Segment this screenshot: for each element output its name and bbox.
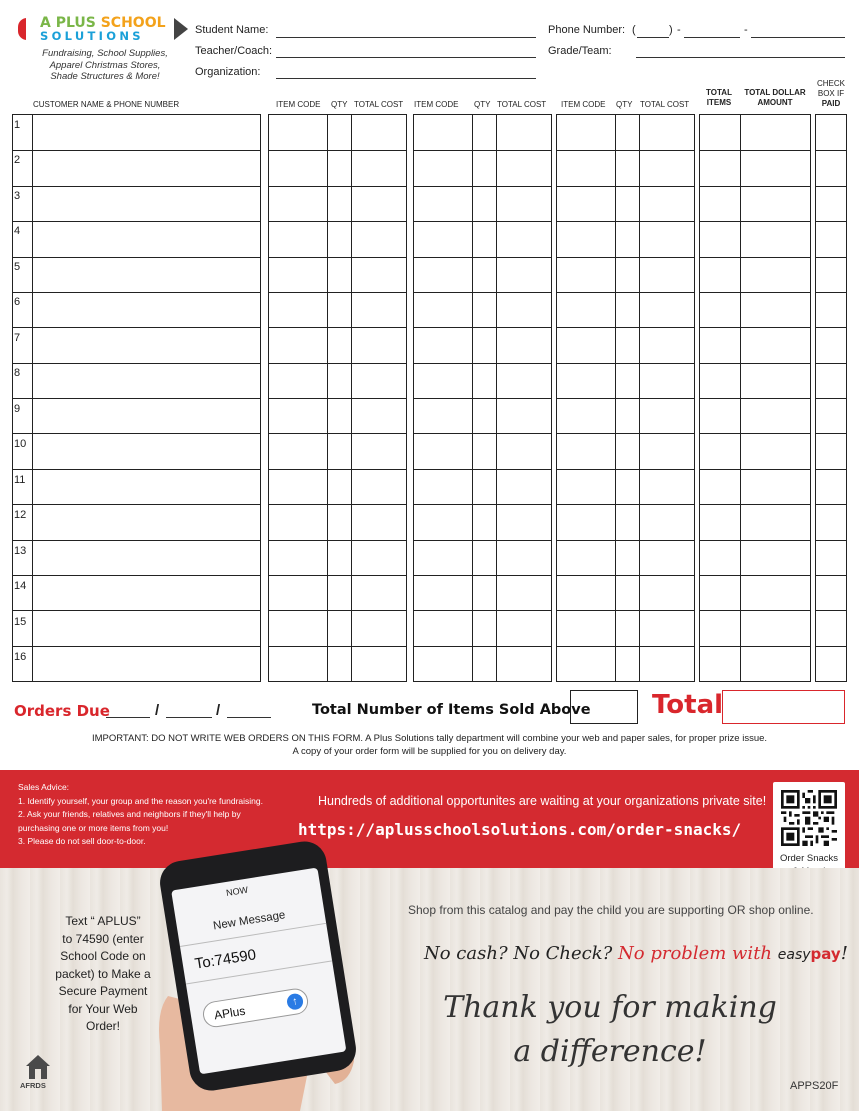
phone-new-message: New Message	[212, 909, 287, 933]
row-number: 6	[14, 296, 21, 308]
row-separator	[269, 433, 406, 434]
thanks-line: a difference!	[513, 1034, 707, 1069]
paid-header	[814, 79, 848, 109]
row-separator	[269, 398, 406, 399]
row-separator	[269, 646, 406, 647]
row-separator	[414, 433, 551, 434]
row-separator	[269, 150, 406, 151]
row-separator	[557, 221, 694, 222]
row-number: 8	[14, 367, 21, 379]
row-separator	[414, 398, 551, 399]
easy-text: easy	[777, 947, 811, 963]
customer-name-header: CUSTOMER NAME & PHONE NUMBER	[33, 100, 180, 109]
row-separator	[414, 646, 551, 647]
pay-text: pay	[810, 945, 841, 963]
row-numbers	[12, 114, 32, 682]
row-separator	[700, 186, 810, 187]
row-number: 3	[14, 190, 21, 202]
send-arrow-icon: ↑	[286, 992, 304, 1010]
sales-advice-item: 3. Please do not sell door-to-door.	[18, 836, 146, 846]
row-separator	[557, 433, 694, 434]
phone-line-field[interactable]	[751, 37, 845, 38]
brand-solutions: SOLUTIONS	[40, 29, 144, 43]
row-separator	[816, 221, 846, 222]
date-sep: /	[216, 702, 221, 719]
brand-wordmark	[40, 17, 166, 43]
text-aplus-line: School Code on	[60, 949, 146, 963]
row-number: 10	[14, 438, 27, 450]
total-dollar-header-line: AMOUNT	[757, 98, 793, 107]
important-notice	[0, 732, 859, 758]
orders-due-label: Orders Due	[14, 702, 110, 720]
row-separator	[414, 292, 551, 293]
row-separator	[414, 610, 551, 611]
tagline-line: Shade Structures & More!	[50, 71, 160, 82]
total-items-header	[700, 88, 738, 108]
date-sep: /	[155, 702, 160, 719]
house-icon	[24, 1054, 52, 1080]
row-separator	[13, 469, 260, 470]
row-number: 14	[14, 580, 27, 592]
paid-column[interactable]	[815, 114, 847, 682]
phone-sep-2: -	[744, 24, 748, 36]
phone-sep-1: -	[677, 24, 681, 36]
paid-header-line: BOX IF	[817, 89, 845, 98]
row-separator	[816, 327, 846, 328]
row-number: 2	[14, 154, 21, 166]
totals-group[interactable]	[699, 114, 811, 682]
row-separator	[269, 292, 406, 293]
row-separator	[816, 433, 846, 434]
row-separator	[557, 610, 694, 611]
phone-close-paren: )	[669, 24, 673, 36]
row-separator	[557, 150, 694, 151]
slogan-end: !	[840, 943, 848, 964]
order-group-1[interactable]	[268, 114, 407, 682]
total-cost-header: TOTAL COST	[497, 100, 547, 109]
row-separator	[13, 575, 260, 576]
item-code-header: ITEM CODE	[414, 100, 459, 109]
form-code: APPS20F	[790, 1080, 839, 1092]
order-group-2[interactable]	[413, 114, 552, 682]
row-separator	[414, 540, 551, 541]
opportunities-text: Hundreds of additional opportunites are waiting at your organizations private site!	[318, 794, 767, 808]
text-aplus-line: for Your Web	[68, 1001, 138, 1016]
row-separator	[13, 398, 260, 399]
row-number: 5	[14, 261, 21, 273]
important-line: A copy of your order form will be supplied for you on delivery day.	[292, 746, 567, 757]
qr-code-icon	[781, 790, 837, 846]
row-number: 9	[14, 403, 21, 415]
row-separator	[816, 646, 846, 647]
text-aplus-line: Text “ APLUS”	[65, 914, 141, 928]
row-separator	[816, 186, 846, 187]
tagline-line: Fundraising, School Supplies,	[42, 48, 168, 59]
row-number: 13	[14, 545, 27, 557]
row-separator	[816, 504, 846, 505]
afrds-label: AFRDS	[20, 1081, 46, 1090]
no-problem-text: No problem with	[618, 943, 773, 964]
item-code-header: ITEM CODE	[276, 100, 321, 109]
due-year-field[interactable]	[227, 717, 271, 718]
row-separator	[414, 186, 551, 187]
row-number: 4	[14, 225, 21, 237]
row-separator	[816, 257, 846, 258]
total-cost-header: TOTAL COST	[640, 100, 690, 109]
row-separator	[557, 292, 694, 293]
qty-header: QTY	[474, 100, 491, 109]
phone-area-code-field[interactable]	[637, 37, 669, 38]
row-separator	[816, 540, 846, 541]
row-separator	[557, 363, 694, 364]
row-separator	[700, 221, 810, 222]
row-separator	[269, 363, 406, 364]
phone-open-paren: (	[632, 24, 636, 36]
text-aplus-line: Order!	[85, 1019, 120, 1033]
tagline-line: Apparel Christmas Stores,	[49, 59, 161, 71]
order-group-3[interactable]	[556, 114, 695, 682]
brand-tagline	[30, 48, 180, 83]
organization-field[interactable]	[276, 78, 536, 79]
phone-illustration	[150, 846, 370, 1111]
qty-header: QTY	[331, 100, 348, 109]
qr-caption-line: Order Snacks	[779, 853, 839, 864]
afrds-logo	[18, 1054, 58, 1096]
row-separator	[269, 540, 406, 541]
text-aplus-line: to 74590 (enter	[62, 931, 144, 946]
row-separator	[13, 610, 260, 611]
sales-advice-item: 2. Ask your friends, relatives and neighbors if they'll help by	[18, 809, 241, 819]
due-day-field[interactable]	[166, 717, 212, 718]
row-separator	[557, 327, 694, 328]
row-separator	[816, 150, 846, 151]
row-separator	[700, 398, 810, 399]
row-separator	[414, 363, 551, 364]
row-number: 7	[14, 332, 21, 344]
total-label: Total	[652, 690, 724, 720]
due-month-field[interactable]	[106, 717, 150, 718]
row-number: 16	[14, 651, 27, 663]
row-separator	[816, 292, 846, 293]
row-separator	[269, 257, 406, 258]
row-separator	[700, 504, 810, 505]
thanks-line: Thank you for making	[443, 990, 777, 1025]
total-items-header-line: ITEMS	[706, 98, 732, 107]
row-separator	[414, 469, 551, 470]
student-name-label: Student Name:	[195, 24, 269, 36]
phone-divider	[180, 923, 326, 947]
paid-header-line: CHECK	[816, 79, 845, 88]
row-separator	[700, 327, 810, 328]
row-number: 11	[14, 474, 26, 486]
row-separator	[13, 433, 260, 434]
total-box[interactable]	[722, 690, 845, 724]
sales-advice-item: purchasing one or more items from you!	[18, 822, 169, 833]
row-separator	[557, 398, 694, 399]
row-separator	[700, 646, 810, 647]
sales-advice-item: 1. Identify yourself, your group and the reason you're fundraising.	[18, 795, 263, 806]
row-number: 12	[14, 509, 27, 521]
teacher-coach-field[interactable]	[276, 57, 536, 58]
total-dollar-header-line: TOTAL DOLLAR	[744, 88, 806, 97]
teacher-coach-label: Teacher/Coach:	[195, 45, 273, 57]
phone-number-label: Phone Number:	[548, 24, 626, 36]
row-separator	[13, 221, 260, 222]
total-cost-header: TOTAL COST	[354, 100, 404, 109]
phone-prefix-field[interactable]	[684, 37, 740, 38]
sales-advice	[18, 781, 263, 849]
text-aplus-line: Secure Payment	[58, 984, 148, 998]
row-separator	[700, 575, 810, 576]
text-aplus-line: packet) to Make a	[55, 966, 151, 981]
qty-header: QTY	[616, 100, 633, 109]
phone-status: NOW	[225, 884, 249, 899]
row-separator	[414, 221, 551, 222]
row-separator	[700, 150, 810, 151]
row-separator	[557, 575, 694, 576]
row-separator	[13, 150, 260, 151]
row-separator	[816, 610, 846, 611]
row-separator	[414, 257, 551, 258]
item-code-header: ITEM CODE	[561, 100, 606, 109]
row-separator	[816, 398, 846, 399]
row-separator	[13, 363, 260, 364]
items-sold-label: Total Number of Items Sold Above	[312, 702, 591, 718]
row-separator	[557, 504, 694, 505]
row-separator	[414, 575, 551, 576]
row-separator	[557, 540, 694, 541]
order-url-link[interactable]: https://aplusschoolsolutions.com/order-snacks/	[298, 820, 742, 839]
phone-message-text: APlus	[213, 1003, 247, 1023]
row-separator	[557, 646, 694, 647]
grade-team-field[interactable]	[636, 57, 845, 58]
row-separator	[700, 292, 810, 293]
total-dollar-header	[741, 88, 809, 108]
row-separator	[700, 257, 810, 258]
row-separator	[13, 186, 260, 187]
row-separator	[557, 469, 694, 470]
sales-advice-title: Sales Advice:	[18, 782, 70, 792]
easypay-slogan	[424, 943, 848, 964]
row-separator	[557, 186, 694, 187]
row-separator	[13, 504, 260, 505]
thank-you-message	[440, 986, 780, 1074]
row-separator	[269, 327, 406, 328]
row-separator	[816, 363, 846, 364]
row-separator	[269, 186, 406, 187]
row-separator	[700, 540, 810, 541]
customer-column[interactable]	[12, 114, 261, 682]
brand-aplus: A PLUS	[40, 15, 96, 31]
important-line: IMPORTANT: DO NOT WRITE WEB ORDERS ON THIS FORM. A Plus Solutions tally department will combine your web and paper sales, for proper prize issue.	[91, 733, 768, 744]
phone-message-input	[201, 987, 310, 1029]
phone-to: To:74590	[193, 946, 258, 973]
row-separator	[700, 363, 810, 364]
row-separator	[816, 469, 846, 470]
items-sold-box[interactable]	[570, 690, 638, 724]
row-separator	[13, 292, 260, 293]
row-separator	[700, 433, 810, 434]
row-separator	[816, 575, 846, 576]
row-number: 1	[14, 119, 21, 131]
row-separator	[700, 610, 810, 611]
row-separator	[269, 221, 406, 222]
row-separator	[414, 327, 551, 328]
row-separator	[13, 327, 260, 328]
row-separator	[13, 646, 260, 647]
row-separator	[269, 504, 406, 505]
row-separator	[414, 150, 551, 151]
row-separator	[700, 469, 810, 470]
nocash-text: No cash? No Check?	[424, 943, 613, 964]
brand-school: SCHOOL	[100, 15, 166, 31]
row-separator	[13, 540, 260, 541]
row-separator	[269, 610, 406, 611]
phone-screen	[171, 868, 346, 1075]
total-items-header-line: TOTAL	[706, 88, 732, 97]
phone-body	[157, 838, 359, 1093]
grade-team-label: Grade/Team:	[548, 45, 612, 57]
row-separator	[13, 257, 260, 258]
row-separator	[269, 575, 406, 576]
paid-header-line: PAID	[821, 99, 841, 108]
organization-label: Organization:	[195, 66, 261, 78]
row-separator	[557, 257, 694, 258]
row-separator	[269, 469, 406, 470]
student-name-field[interactable]	[276, 37, 536, 38]
row-number: 15	[14, 616, 27, 628]
shop-text: Shop from this catalog and pay the child you are supporting OR shop online.	[408, 903, 814, 917]
brand-logo	[12, 14, 192, 46]
row-separator	[414, 504, 551, 505]
text-aplus-instructions	[48, 913, 158, 1036]
